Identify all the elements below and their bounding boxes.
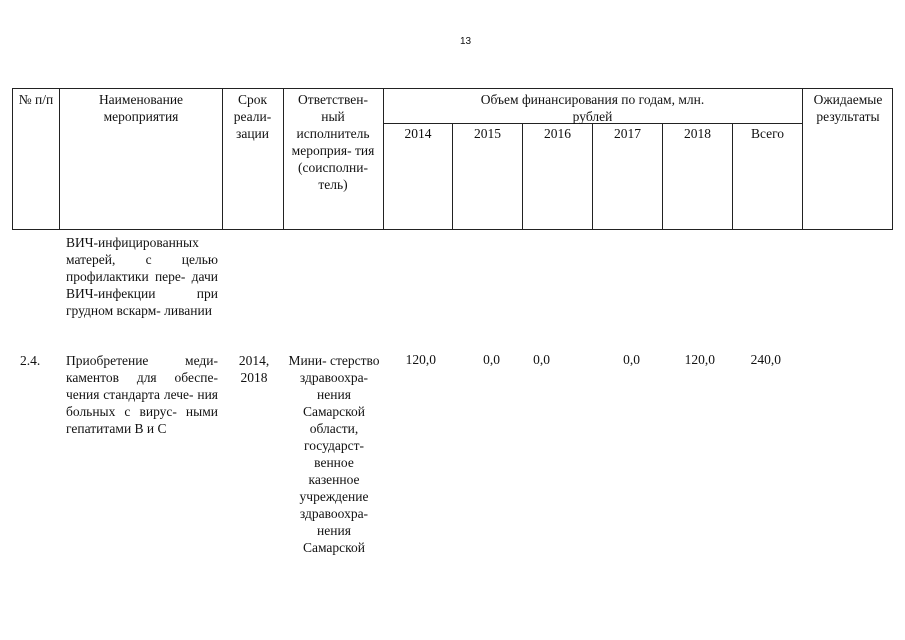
- row-value: 120,0: [405, 352, 436, 367]
- row-value: 240,0: [750, 352, 781, 367]
- row-responsible: Мини- стерство здравоохра- нения Самарской области, государст- венное казенное учреждение здравоохра- нения Самарской: [288, 353, 380, 555]
- header-year: 2014: [404, 126, 432, 141]
- header-col-responsible: Ответствен- ный исполнитель мероприя- тия (соисполни- тель): [291, 92, 375, 192]
- row-value: 0,0: [533, 352, 550, 367]
- row-name: Приобретение меди- каментов для обеспе- чения стандарта лече- ния больных с вирус- ными гепатитами В и С: [66, 353, 218, 436]
- header-year: 2018: [684, 126, 711, 141]
- row-term: 2014, 2018: [238, 353, 270, 385]
- header-col-name: Наименование мероприятия: [98, 92, 184, 124]
- row-value: 0,0: [483, 352, 500, 367]
- header-year: Всего: [750, 126, 785, 141]
- continuation-name: ВИЧ-инфицированных матерей, с целью профилактики пере- дачи ВИЧ-инфекции при грудном вскарм- ливании: [66, 235, 218, 318]
- header-year: 2017: [614, 126, 641, 141]
- header-year: 2016: [544, 126, 571, 141]
- row-number: 2.4.: [20, 353, 41, 368]
- row-value: 0,0: [623, 352, 640, 367]
- header-col-results: Ожидаемые результаты: [813, 92, 883, 124]
- row-value: 120,0: [684, 352, 715, 367]
- header-col-funding: Объем финансирования по годам, млн. рублей: [480, 92, 705, 124]
- header-col-number: № п/п: [18, 92, 54, 107]
- page-number: 13: [460, 36, 472, 47]
- header-year: 2015: [474, 126, 501, 141]
- header-col-term: Срок реали- зации: [233, 92, 272, 141]
